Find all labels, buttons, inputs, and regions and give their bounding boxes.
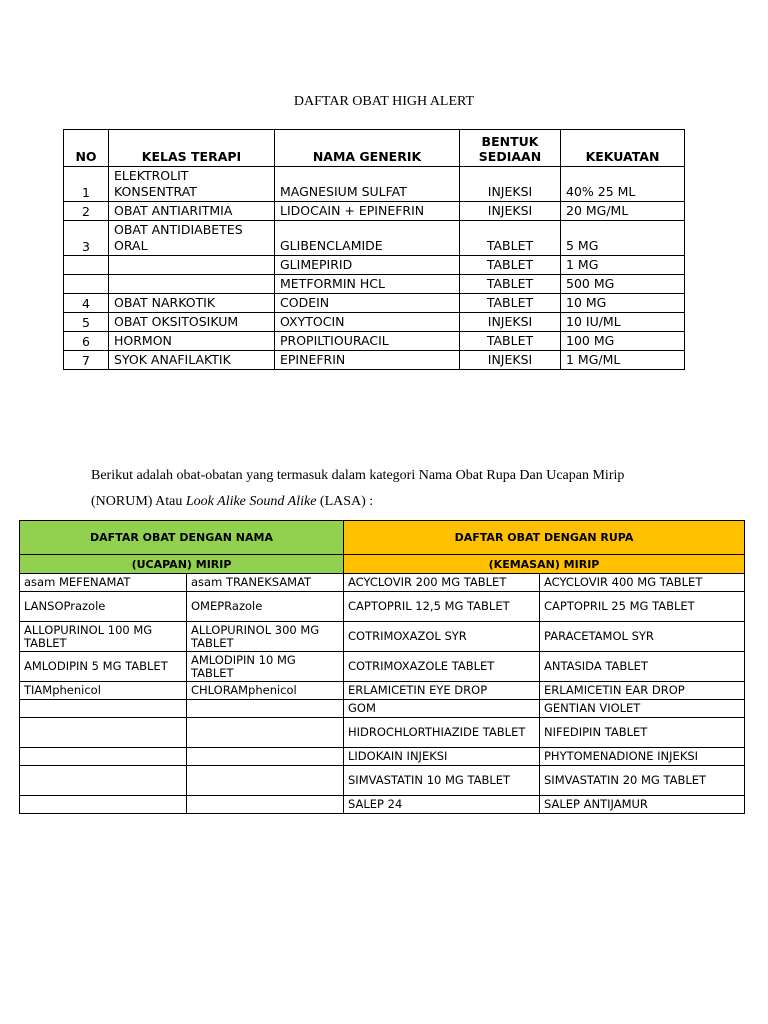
table-row (64, 313, 685, 332)
lasa-cell (20, 748, 187, 766)
lasa-cell (187, 796, 344, 814)
header-nama-generik: NAMA GENERIK (275, 130, 460, 167)
lasa-cell: GOM (344, 700, 540, 718)
lasa-cell: ALLOPURINOL 100 MG TABLET (20, 622, 187, 652)
cell-no: 3 (64, 221, 109, 256)
lasa-cell: COTRIMOXAZOL SYR (344, 622, 540, 652)
cell-no (64, 256, 109, 275)
lasa-cell: PHYTOMENADIONE INJEKSI (540, 748, 745, 766)
table-row (20, 622, 745, 652)
lasa-cell (20, 766, 187, 796)
cell-no: 5 (64, 313, 109, 332)
lasa-cell: ERLAMICETIN EYE DROP (344, 682, 540, 700)
cell-kekuatan: 1 MG (561, 256, 685, 275)
lasa-cell: SIMVASTATIN 20 MG TABLET (540, 766, 745, 796)
cell-nama: OXYTOCIN (275, 313, 460, 332)
table-row (20, 652, 745, 682)
table-row (64, 332, 685, 351)
lasa-cell (20, 700, 187, 718)
header-kemasan-mirip: (KEMASAN) MIRIP (344, 555, 745, 574)
cell-kelas: OBAT OKSITOSIKUM (109, 313, 275, 332)
lasa-intro (91, 463, 701, 515)
cell-no: 2 (64, 202, 109, 221)
table-row (20, 766, 745, 796)
header-no: NO (64, 130, 109, 167)
cell-kelas (109, 256, 275, 275)
lasa-header-row-1 (20, 521, 745, 555)
cell-nama: EPINEFRIN (275, 351, 460, 370)
table-row (64, 202, 685, 221)
intro-prefix: (NORUM) Atau (91, 494, 186, 509)
cell-kelas: OBAT NARKOTIK (109, 294, 275, 313)
cell-kekuatan: 10 IU/ML (561, 313, 685, 332)
cell-no (64, 275, 109, 294)
lasa-cell: LIDOKAIN INJEKSI (344, 748, 540, 766)
lasa-cell (20, 796, 187, 814)
cell-kelas: HORMON (109, 332, 275, 351)
lasa-cell: ACYCLOVIR 400 MG TABLET (540, 574, 745, 592)
cell-nama: LIDOCAIN + EPINEFRIN (275, 202, 460, 221)
lasa-cell: ANTASIDA TABLET (540, 652, 745, 682)
intro-line-2 (91, 489, 701, 515)
table-header-row (64, 130, 685, 167)
lasa-cell: PARACETAMOL SYR (540, 622, 745, 652)
lasa-cell: OMEPRazole (187, 592, 344, 622)
table-row (20, 748, 745, 766)
lasa-cell: AMLODIPIN 5 MG TABLET (20, 652, 187, 682)
table-row (20, 592, 745, 622)
cell-kekuatan: 20 MG/ML (561, 202, 685, 221)
cell-no: 6 (64, 332, 109, 351)
cell-bentuk: TABLET (460, 275, 561, 294)
table-row (20, 718, 745, 748)
table-row (20, 574, 745, 592)
lasa-cell: CAPTOPRIL 12,5 MG TABLET (344, 592, 540, 622)
cell-kelas: OBAT ANTIDIABETES ORAL (109, 221, 275, 256)
lasa-cell: CAPTOPRIL 25 MG TABLET (540, 592, 745, 622)
cell-no: 1 (64, 167, 109, 202)
table-row (64, 351, 685, 370)
cell-kekuatan: 100 MG (561, 332, 685, 351)
cell-bentuk: TABLET (460, 332, 561, 351)
cell-bentuk: TABLET (460, 256, 561, 275)
cell-nama: CODEIN (275, 294, 460, 313)
lasa-cell: SIMVASTATIN 10 MG TABLET (344, 766, 540, 796)
cell-nama: PROPILTIOURACIL (275, 332, 460, 351)
table-row (64, 256, 685, 275)
header-rupa-mirip: DAFTAR OBAT DENGAN RUPA (344, 521, 745, 555)
lasa-cell: HIDROCHLORTHIAZIDE TABLET (344, 718, 540, 748)
cell-no: 4 (64, 294, 109, 313)
cell-kekuatan: 10 MG (561, 294, 685, 313)
lasa-cell (187, 766, 344, 796)
lasa-cell: SALEP 24 (344, 796, 540, 814)
table-row (64, 294, 685, 313)
cell-bentuk: INJEKSI (460, 351, 561, 370)
cell-kelas: SYOK ANAFILAKTIK (109, 351, 275, 370)
lasa-cell: GENTIAN VIOLET (540, 700, 745, 718)
cell-no: 7 (64, 351, 109, 370)
header-kelas-terapi: KELAS TERAPI (109, 130, 275, 167)
lasa-cell: ALLOPURINOL 300 MG TABLET (187, 622, 344, 652)
cell-kelas: OBAT ANTIARITMIA (109, 202, 275, 221)
table-row (20, 700, 745, 718)
cell-kekuatan: 5 MG (561, 221, 685, 256)
table-row (64, 221, 685, 256)
table-row (64, 167, 685, 202)
cell-bentuk: INJEKSI (460, 313, 561, 332)
lasa-cell: TIAMphenicol (20, 682, 187, 700)
cell-kekuatan: 1 MG/ML (561, 351, 685, 370)
high-alert-table (63, 129, 685, 370)
lasa-cell (187, 718, 344, 748)
lasa-cell: SALEP ANTIJAMUR (540, 796, 745, 814)
page-title: DAFTAR OBAT HIGH ALERT (293, 94, 475, 109)
cell-kekuatan: 500 MG (561, 275, 685, 294)
cell-nama: GLIMEPIRID (275, 256, 460, 275)
cell-bentuk: INJEKSI (460, 202, 561, 221)
header-nama-mirip: DAFTAR OBAT DENGAN NAMA (20, 521, 344, 555)
lasa-cell: ACYCLOVIR 200 MG TABLET (344, 574, 540, 592)
lasa-cell: CHLORAMphenicol (187, 682, 344, 700)
cell-kekuatan: 40% 25 ML (561, 167, 685, 202)
header-ucapan-mirip: (UCAPAN) MIRIP (20, 555, 344, 574)
lasa-cell: ERLAMICETIN EAR DROP (540, 682, 745, 700)
lasa-cell: LANSOPrazole (20, 592, 187, 622)
lasa-cell: AMLODIPIN 10 MG TABLET (187, 652, 344, 682)
lasa-cell: COTRIMOXAZOLE TABLET (344, 652, 540, 682)
cell-nama: MAGNESIUM SULFAT (275, 167, 460, 202)
cell-bentuk: INJEKSI (460, 167, 561, 202)
cell-bentuk: TABLET (460, 221, 561, 256)
header-bentuk-sediaan: BENTUK SEDIAAN (460, 130, 561, 167)
lasa-table (19, 520, 745, 814)
lasa-cell: asam TRANEKSAMAT (187, 574, 344, 592)
cell-nama: GLIBENCLAMIDE (275, 221, 460, 256)
table-row (20, 796, 745, 814)
lasa-cell (20, 718, 187, 748)
header-kekuatan: KEKUATAN (561, 130, 685, 167)
lasa-header-row-2 (20, 555, 745, 574)
table-row (64, 275, 685, 294)
intro-line-1: Berikut adalah obat-obatan yang termasuk dalam kategori Nama Obat Rupa Dan Ucapan Mirip (91, 468, 625, 483)
cell-kelas: ELEKTROLIT KONSENTRAT (109, 167, 275, 202)
lasa-cell: asam MEFENAMAT (20, 574, 187, 592)
table-row (20, 682, 745, 700)
intro-italic: Look Alike Sound Alike (185, 494, 317, 509)
intro-suffix: (LASA) : (316, 494, 374, 509)
lasa-cell: NIFEDIPIN TABLET (540, 718, 745, 748)
lasa-cell (187, 700, 344, 718)
lasa-cell (187, 748, 344, 766)
cell-nama: METFORMIN HCL (275, 275, 460, 294)
cell-kelas (109, 275, 275, 294)
cell-bentuk: TABLET (460, 294, 561, 313)
